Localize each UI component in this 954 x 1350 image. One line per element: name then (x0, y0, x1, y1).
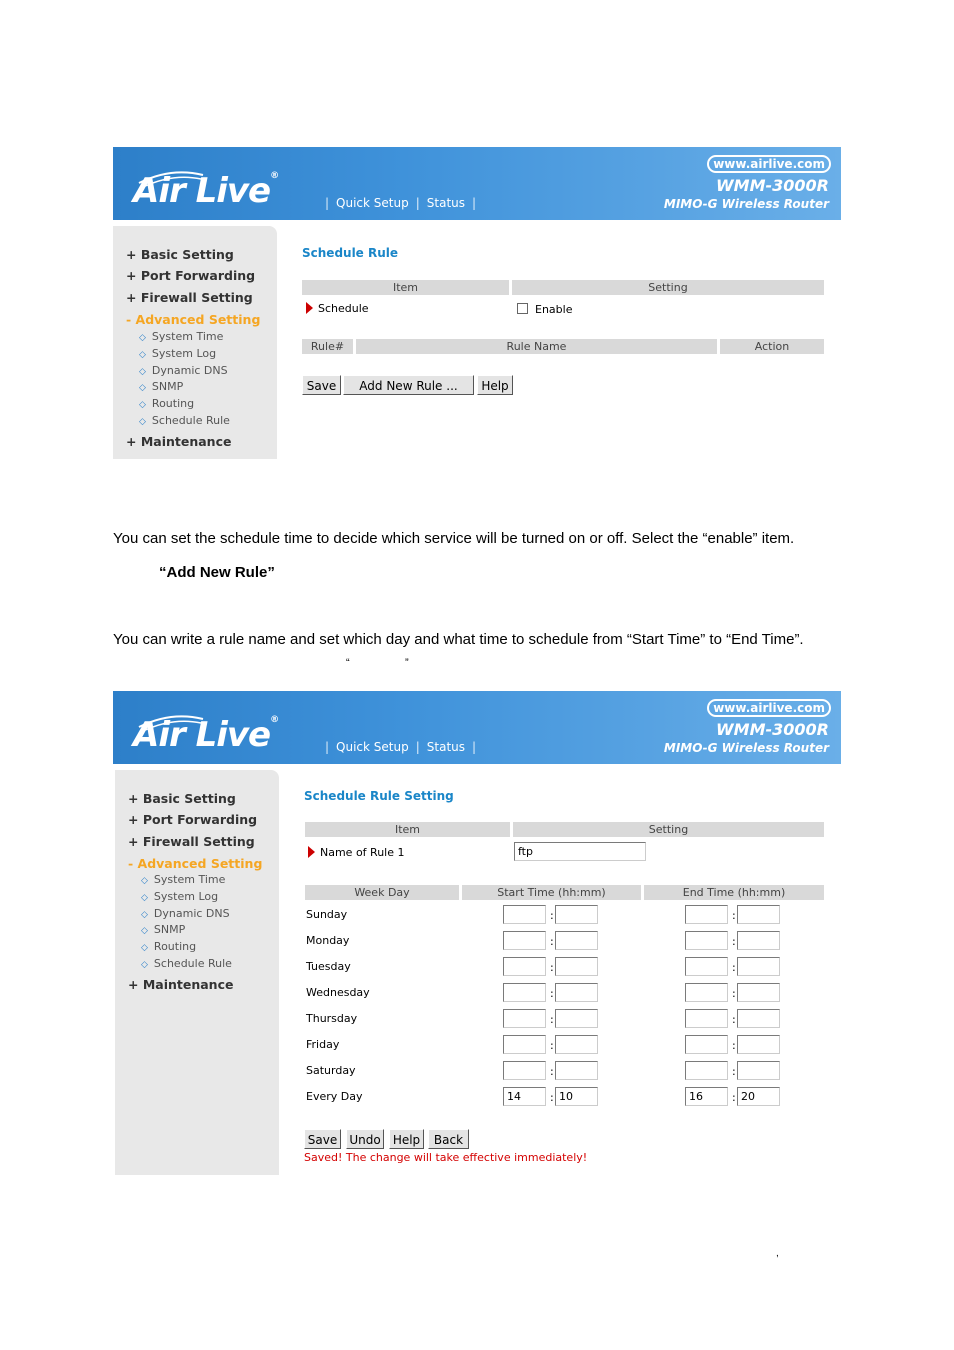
top-nav: | Quick Setup | Status | (325, 196, 477, 210)
end-hour-input[interactable] (685, 983, 728, 1002)
screenshot-schedule-rule (113, 147, 841, 459)
col-header-rule-name: Rule Name (356, 339, 717, 354)
top-nav: | Quick Setup | Status | (325, 740, 477, 754)
nav-status[interactable]: Status (426, 196, 466, 210)
schedule-rule-panel (302, 147, 824, 459)
model-subtitle: MIMO-G Wireless Router (663, 197, 829, 211)
end-hour-input[interactable] (685, 1035, 728, 1054)
start-minute-input[interactable] (555, 931, 598, 950)
time-colon: : (550, 1039, 554, 1052)
end-hour-input[interactable] (685, 1061, 728, 1080)
day-label: Wednesday (306, 986, 370, 999)
end-minute-input[interactable] (737, 957, 780, 976)
col-header-item: Item (302, 280, 509, 295)
col-header-item: Item (305, 822, 510, 837)
time-colon: : (732, 987, 736, 1000)
sidebar-menu-2 (115, 770, 279, 1175)
time-colon: : (550, 1091, 554, 1104)
start-hour-input[interactable] (503, 1061, 546, 1080)
sidebar-item-advanced-setting[interactable]: - Advanced Setting (128, 856, 263, 871)
start-minute-input[interactable] (555, 957, 598, 976)
sidebar-item-maintenance[interactable]: + Maintenance (126, 434, 232, 449)
sidebar-subitem-system-log[interactable]: ◇ System Log (141, 890, 218, 903)
sidebar-subitem-schedule-rule[interactable]: ◇ Schedule Rule (139, 414, 230, 427)
sidebar-subitem-system-log[interactable]: ◇ System Log (139, 347, 216, 360)
airlive-logo[interactable]: Air Live® (133, 171, 279, 211)
time-colon: : (550, 909, 554, 922)
col-header-action: Action (720, 339, 824, 354)
site-url[interactable]: www.airlive.com (707, 699, 831, 717)
start-hour-input[interactable] (503, 905, 546, 924)
sidebar-item-basic-setting[interactable]: + Basic Setting (128, 791, 236, 806)
screenshot-schedule-rule-setting (113, 691, 841, 1175)
time-colon: : (732, 1039, 736, 1052)
model-name: WMM-3000R (716, 720, 829, 739)
time-colon: : (732, 909, 736, 922)
day-label: Thursday (306, 1012, 358, 1025)
end-hour-input[interactable] (685, 931, 728, 950)
start-hour-input[interactable] (503, 957, 546, 976)
add-new-rule-button[interactable]: Add New Rule ... (343, 375, 474, 395)
back-button[interactable]: Back (428, 1129, 469, 1149)
day-label: Every Day (306, 1090, 363, 1103)
start-hour-input[interactable] (503, 983, 546, 1002)
sidebar-item-basic-setting[interactable]: + Basic Setting (126, 247, 234, 262)
sidebar-item-port-forwarding[interactable]: + Port Forwarding (126, 268, 256, 283)
end-hour-input[interactable] (685, 905, 728, 924)
sidebar-subitem-dynamic-dns[interactable]: ◇ Dynamic DNS (141, 907, 230, 920)
sidebar-subitem-system-time[interactable]: ◇ System Time (139, 330, 223, 343)
sidebar-subitem-routing[interactable]: ◇ Routing (139, 397, 194, 410)
red-arrow-icon (306, 302, 313, 314)
rule-name-label: Name of Rule 1 (308, 846, 405, 859)
end-minute-input[interactable] (737, 931, 780, 950)
start-hour-input[interactable] (503, 931, 546, 950)
time-colon: : (550, 961, 554, 974)
sidebar-menu (113, 226, 277, 459)
sidebar-subitem-routing[interactable]: ◇ Routing (141, 940, 196, 953)
col-header-setting: Setting (512, 280, 824, 295)
sidebar-subitem-system-time[interactable]: ◇ System Time (141, 873, 225, 886)
sidebar-item-firewall-setting[interactable]: + Firewall Setting (126, 290, 253, 305)
red-arrow-icon (308, 846, 315, 858)
day-label: Friday (306, 1038, 340, 1051)
day-label: Tuesday (306, 960, 351, 973)
sidebar-subitem-snmp[interactable]: ◇ SNMP (139, 380, 183, 393)
end-hour-input[interactable]: 16 (685, 1087, 728, 1106)
footer-mark: , (776, 1248, 779, 1259)
model-subtitle: MIMO-G Wireless Router (663, 741, 829, 755)
sidebar-subitem-snmp[interactable]: ◇ SNMP (141, 923, 185, 936)
nav-quick-setup[interactable]: Quick Setup (336, 196, 409, 210)
time-colon: : (550, 935, 554, 948)
site-url[interactable]: www.airlive.com (707, 155, 831, 173)
end-hour-input[interactable] (685, 1009, 728, 1028)
start-hour-input[interactable]: 14 (503, 1087, 546, 1106)
time-colon: : (732, 1091, 736, 1104)
undo-button[interactable]: Undo (346, 1129, 384, 1149)
start-minute-input[interactable] (555, 905, 598, 924)
sidebar-item-port-forwarding[interactable]: + Port Forwarding (128, 812, 258, 827)
end-minute-input[interactable] (737, 983, 780, 1002)
airlive-logo[interactable]: Air Live® (133, 715, 279, 755)
col-header-rule-no: Rule# (302, 339, 353, 354)
end-minute-input[interactable] (737, 1035, 780, 1054)
schedule-rule-setting-panel (304, 691, 824, 1175)
save-button[interactable]: Save (304, 1129, 341, 1149)
rule-name-input[interactable]: ftp (514, 842, 646, 861)
col-header-setting: Setting (513, 822, 824, 837)
sidebar-subitem-schedule-rule[interactable]: ◇ Schedule Rule (141, 957, 232, 970)
end-minute-input[interactable] (737, 1061, 780, 1080)
day-label: Sunday (306, 908, 348, 921)
quote-close-mark: ” (405, 657, 409, 669)
col-header-start-time: Start Time (hh:mm) (462, 885, 641, 900)
nav-status[interactable]: Status (426, 740, 466, 754)
end-minute-input[interactable] (737, 1009, 780, 1028)
enable-checkbox[interactable] (517, 303, 528, 314)
sidebar-item-advanced-setting[interactable]: - Advanced Setting (126, 312, 261, 327)
saved-status-message: Saved! The change will take effective immediately! (304, 1151, 588, 1164)
end-minute-input[interactable]: 20 (737, 1087, 780, 1106)
nav-quick-setup[interactable]: Quick Setup (336, 740, 409, 754)
start-minute-input[interactable] (555, 1009, 598, 1028)
save-button[interactable]: Save (302, 375, 341, 395)
help-button[interactable]: Help (389, 1129, 424, 1149)
paragraph-rule-name: You can write a rule name and set which day and what time to schedule from “Start Time” to “End Time”. (113, 631, 804, 648)
sidebar-item-maintenance[interactable]: + Maintenance (128, 977, 234, 992)
time-colon: : (550, 987, 554, 1000)
time-colon: : (732, 935, 736, 948)
schedule-row-label: Schedule (306, 302, 369, 315)
day-label: Saturday (306, 1064, 356, 1077)
time-colon: : (550, 1013, 554, 1026)
help-button[interactable]: Help (477, 375, 513, 395)
paragraph-schedule-intro: You can set the schedule time to decide which service will be turned on or off. Select the “enable” item. (113, 530, 795, 547)
sidebar-item-firewall-setting[interactable]: + Firewall Setting (128, 834, 255, 849)
quote-open-mark: “ (346, 657, 350, 669)
time-colon: : (550, 1065, 554, 1078)
page-title: Schedule Rule (302, 246, 399, 260)
start-hour-input[interactable] (503, 1009, 546, 1028)
start-minute-input[interactable] (555, 1061, 598, 1080)
start-hour-input[interactable] (503, 1035, 546, 1054)
start-minute-input[interactable] (555, 1035, 598, 1054)
start-minute-input[interactable]: 10 (555, 1087, 598, 1106)
col-header-end-time: End Time (hh:mm) (644, 885, 824, 900)
sidebar-subitem-dynamic-dns[interactable]: ◇ Dynamic DNS (139, 364, 228, 377)
page-title: Schedule Rule Setting (304, 789, 454, 803)
day-label: Monday (306, 934, 350, 947)
time-colon: : (732, 1065, 736, 1078)
enable-label: Enable (535, 303, 573, 316)
start-minute-input[interactable] (555, 983, 598, 1002)
time-colon: : (732, 1013, 736, 1026)
time-colon: : (732, 961, 736, 974)
end-hour-input[interactable] (685, 957, 728, 976)
paragraph-add-new-rule: “Add New Rule” (159, 564, 275, 581)
col-header-week-day: Week Day (305, 885, 459, 900)
model-name: WMM-3000R (716, 176, 829, 195)
end-minute-input[interactable] (737, 905, 780, 924)
